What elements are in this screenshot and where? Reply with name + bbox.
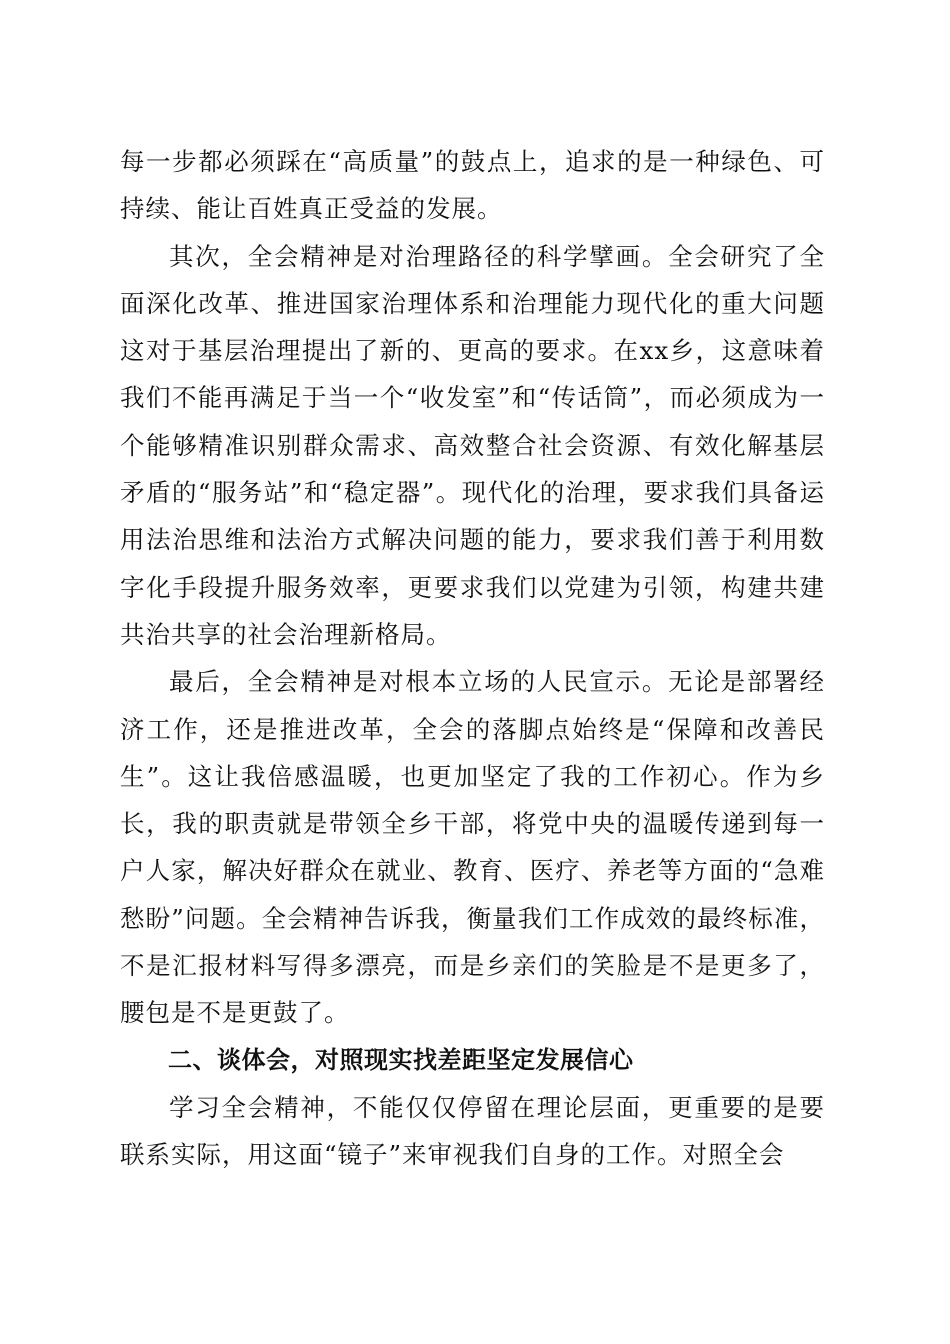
section-heading-two: 二、谈体会，对照现实找差距坚定发展信心 <box>168 1045 634 1074</box>
document-body <box>120 138 825 1179</box>
paragraph-governance-path: 其次，全会精神是对治理路径的科学擘画。全会研究了全面深化改革、推进国家治理体系和治理能力现代化的重大问题这对于基层治理提出了新的、更高的要求。在xx乡，这意味着我们不能再满足于当一个“收发室”和“传话筒”，而必须成为一个能够精准识别群众需求、高效整合社会资源、有效化解基层矛盾的“服务站”和“稳定器”。现代化的治理，要求我们具备运用法治思维和法治方式解决问题的能力，要求我们善于利用数字化手段提升服务效率，更要求我们以党建为引领，构建共建共治共享的社会治理新格局。 <box>120 241 825 649</box>
paragraph-continuation: 每一步都必须踩在“高质量”的鼓点上，追求的是一种绿色、可持续、能让百姓真正受益的发展。 <box>120 147 825 224</box>
paragraph-people-stance: 最后，全会精神是对根本立场的人民宣示。无论是部署经济工作，还是推进改革，全会的落脚点始终是“保障和改善民生”。这让我倍感温暖，也更加坚定了我的工作初心。作为乡长，我的职责就是带领全乡干部，将党中央的温暖传递到每一户人家，解决好群众在就业、教育、医疗、养老等方面的“急难愁盼”问题。全会精神告诉我，衡量我们工作成效的最终标准，不是汇报材料写得多漂亮，而是乡亲们的笑脸是不是更多了，腰包是不是更鼓了。 <box>120 667 825 1028</box>
paragraph-study-reflection: 学习全会精神，不能仅仅停留在理论层面，更重要的是要联系实际，用这面“镜子”来审视我们自身的工作。对照全会 <box>120 1092 825 1170</box>
